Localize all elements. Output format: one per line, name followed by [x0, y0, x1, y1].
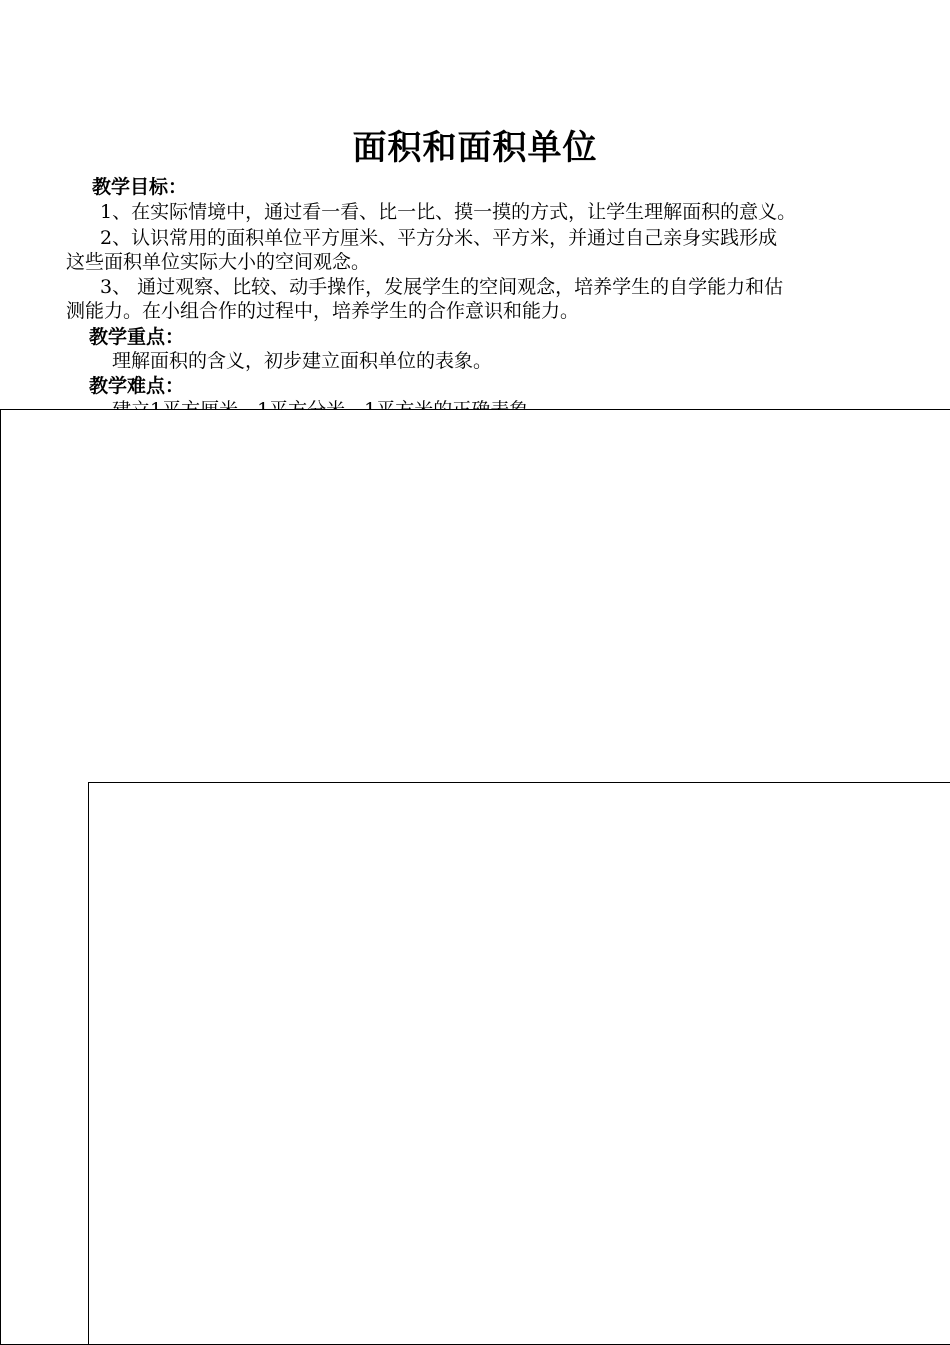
inner-overlay-box: [88, 782, 950, 1345]
objective-item-3-line-2: 测能力。在小组合作的过程中，培养学生的合作意识和能力。: [66, 300, 580, 322]
key-points-text: 理解面积的含义，初步建立面积单位的表象。: [112, 350, 493, 372]
objective-item-2-line-2: 这些面积单位实际大小的空间观念。: [66, 251, 371, 273]
objective-item-3-line-1: 3、 通过观察、比较、动手操作，发展学生的空间观念，培养学生的自学能力和估: [100, 276, 784, 298]
objective-item-1: 1、在实际情境中，通过看一看、比一比、摸一摸的方式，让学生理解面积的意义。: [100, 201, 797, 223]
objective-item-2-line-1: 2、认识常用的面积单位平方厘米、平方分米、平方米，并通过自己亲身实践形成: [100, 227, 778, 249]
difficulties-heading: 教学难点：: [89, 375, 185, 397]
key-points-heading: 教学重点：: [89, 326, 185, 348]
page-title: 面积和面积单位: [352, 128, 598, 168]
objectives-heading: 教学目标：: [92, 176, 188, 198]
